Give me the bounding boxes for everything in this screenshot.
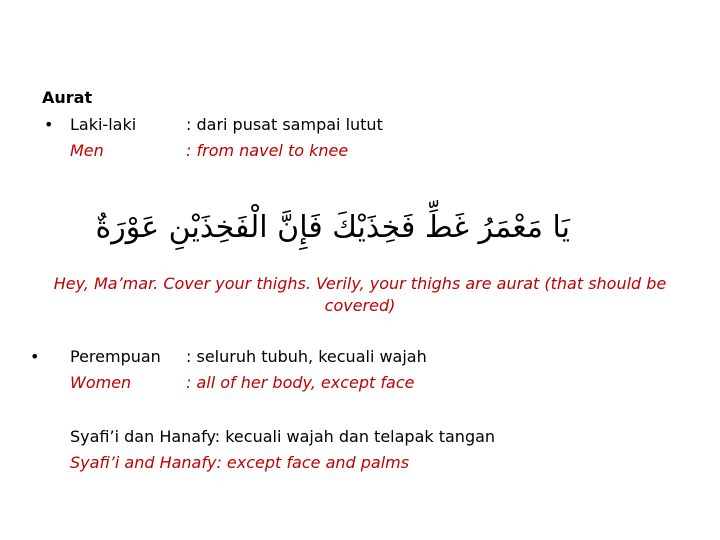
women-description: : seluruh tubuh, kecuali wajah: [186, 347, 427, 366]
page-heading: Aurat: [42, 88, 93, 107]
men-label-en: Men: [70, 141, 104, 160]
women-description-en: : all of her body, except face: [186, 373, 415, 392]
bullet-icon: •: [44, 115, 54, 134]
bullet-icon: •: [30, 347, 40, 366]
men-label: Laki-laki: [70, 115, 137, 134]
madhhab-note-en: Syafi’i and Hanafy: except face and palms: [70, 453, 410, 472]
men-description-en: : from navel to knee: [186, 141, 349, 160]
madhhab-note: Syafi’i dan Hanafy: kecuali wajah dan telapak tangan: [70, 427, 496, 446]
women-label: Perempuan: [70, 347, 161, 366]
women-label-en: Women: [70, 373, 132, 392]
hadith-translation-line1: Hey, Ma’mar. Cover your thighs. Verily, your thighs are aurat (that should be: [53, 274, 667, 293]
arabic-hadith: يَا مَعْمَرُ غَطِّ فَخِذَيْكَ فَإِنَّ الْفَخِذَيْنِ عَوْرَةٌ: [95, 210, 570, 245]
hadith-translation-line2: covered): [324, 296, 396, 315]
men-description: : dari pusat sampai lutut: [186, 115, 383, 134]
